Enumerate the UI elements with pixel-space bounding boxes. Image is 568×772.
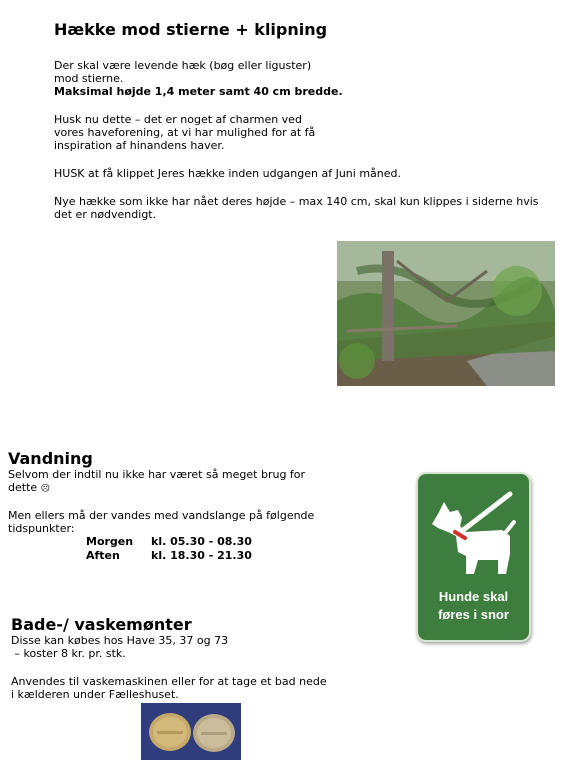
hedge-paragraph-1	[54, 59, 343, 98]
watering-time-label: Morgen	[86, 535, 134, 548]
sign-text	[418, 588, 529, 624]
coins-title: Bade-/ vaskemønter	[11, 615, 192, 634]
watering-times	[86, 535, 252, 563]
watering-time-value: kl. 18.30 - 21.30	[151, 549, 252, 562]
watering-text-line: Men ellers må der vandes med vandslange på følgende	[8, 509, 315, 522]
coins-text-line: i kælderen under Fælleshuset.	[11, 688, 179, 701]
watering-paragraph-1	[8, 468, 305, 496]
watering-title: Vandning	[8, 449, 93, 468]
hedge-paragraph-4	[54, 195, 539, 221]
hedge-max-height: Maksimal højde 1,4 meter samt 40 cm bredde.	[54, 85, 343, 98]
watering-text-line	[8, 481, 305, 496]
sign-line: Hunde skal	[438, 589, 509, 604]
hedge-paragraph-3: HUSK at få klippet Jeres hække inden udgangen af Juni måned.	[54, 167, 402, 180]
hedge-text-line: Der skal være levende hæk (bøg eller liguster)	[54, 59, 312, 72]
dog-leash-sign	[416, 472, 531, 642]
coins-text-line: Disse kan købes hos Have 35, 37 og 73	[11, 634, 229, 647]
hedge-text-line: mod stierne.	[54, 72, 124, 85]
watering-text-line: tidspunkter:	[8, 522, 75, 535]
watering-text-line: Selvom der indtil nu ikke har været så meget brug for	[8, 468, 306, 481]
watering-paragraph-2	[8, 509, 314, 535]
watering-time-row	[86, 535, 252, 549]
sad-face-icon: ☹	[40, 484, 51, 494]
watering-time-row	[86, 549, 252, 563]
hedge-photo	[337, 241, 555, 386]
coins-paragraph-1	[11, 634, 228, 660]
hedge-text-line: Nye hække som ikke har nået deres højde – max 140 cm, skal kun klippes i siderne hvis	[54, 195, 539, 208]
dog-on-leash-icon	[418, 474, 529, 584]
coins-text-line: – koster 8 kr. pr. stk.	[11, 647, 126, 660]
hedge-title: Hække mod stierne + klipning	[54, 20, 328, 39]
sign-line: føres i snor	[438, 607, 509, 622]
watering-time-label: Aften	[86, 549, 120, 562]
hedge-text-line: Husk nu dette – det er noget af charmen ved	[54, 113, 302, 126]
coins-paragraph-2	[11, 675, 327, 701]
watering-time-value: kl. 05.30 - 08.30	[151, 535, 252, 548]
watering-text: dette	[8, 481, 38, 494]
hedge-text-line: vores haveforening, at vi har mulighed for at få	[54, 126, 316, 139]
hedge-paragraph-2	[54, 113, 315, 152]
hedge-text-line: det er nødvendigt.	[54, 208, 157, 221]
hedge-text-line: inspiration af hinandens haver.	[54, 139, 225, 152]
coins-photo	[141, 703, 241, 760]
coins-text-line: Anvendes til vaskemaskinen eller for at tage et bad nede	[11, 675, 327, 688]
